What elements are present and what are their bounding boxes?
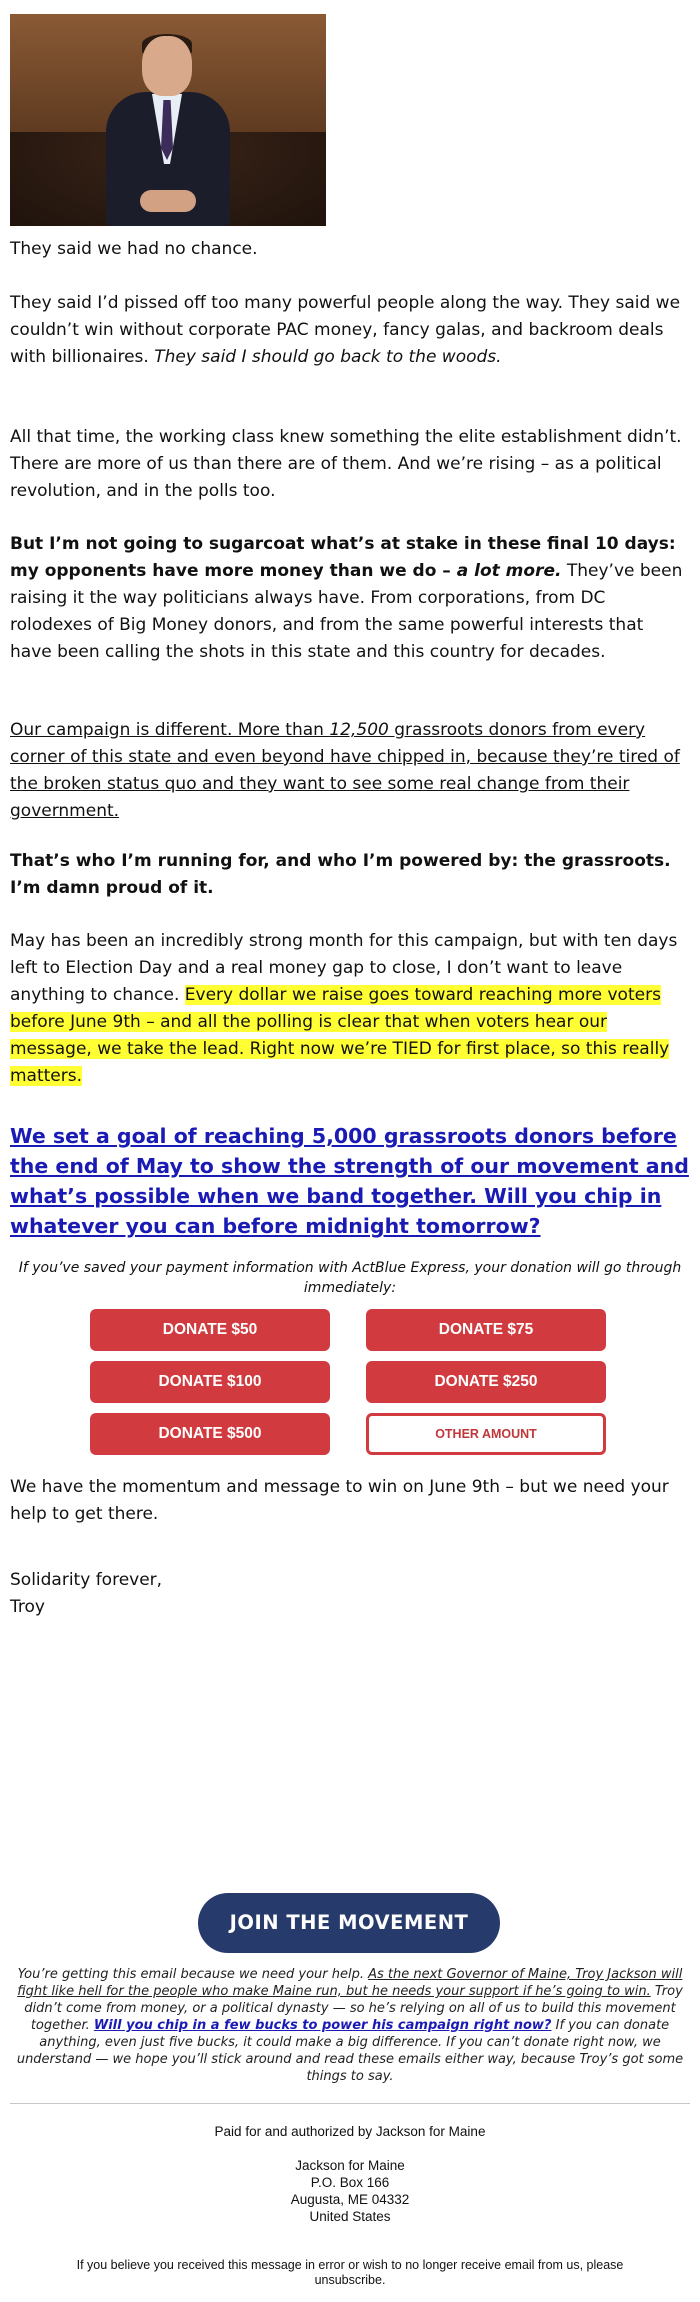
address-line: United States [309,2209,391,2224]
paragraph-doubters: They said I’d pissed off too many powerful people along the way. They said we couldn’t win without corporate PAC money, fancy galas, and backroom deals with billionaires. They said I should go back to the woods. [10,293,681,367]
paragraph-may-momentum: May has been an incredibly strong month for this campaign, but with ten days left to Election Day and a real money gap to close, I don’t want to leave anything to chance. Every dollar we raise goes toward reaching more voters before June 9th – and all the polling is clear that when voters hear our message, we take the lead. Right now we’re TIED for first place, so this really matters. [10,931,678,1086]
chip-in-link[interactable]: Will you chip in a few bucks to power his campaign right now? [93,2018,552,2033]
paragraph-grassroots: That’s who I’m running for, and who I’m powered by: the grassroots. I’m damn proud of it. [10,851,671,898]
actblue-express-note: If you’ve saved your payment information with ActBlue Express, your donation will go through immediately: [18,1260,682,1296]
a-lot-more-emphasis: a lot more. [456,561,562,581]
paragraph-working-class: All that time, the working class knew something the elite establishment didn’t. There are more of us than there are of them. And we’re rising – as a political revolution, and in the polls too. [10,427,682,501]
mailing-address [10,2157,690,2225]
highlighted-polling-text: Every dollar we raise goes toward reaching more voters before June 9th – and all the polling is clear that when voters hear our message, we take the lead. Right now we’re TIED for first place, so this really matters. [10,985,670,1086]
paragraph-win-june: We have the momentum and message to win on June 9th – but we need your help to get there. [10,1477,669,1524]
italic-woods-line: They said I should go back to the woods. [154,347,502,367]
footer-explanation: You’re getting this email because we need your help. As the next Governor of Maine, Troy Jackson will fight like hell for the people who make Maine run, but he needs your support if he’s going to win. Troy didn’t come from money, or a political dynasty — so he’s relying on all of us to build this movement together. Will you chip in a few bucks to power his campaign right now? If you can donate anything, even just five bucks, it could make a big difference. If you can’t donate right now, we understand — we hope you’ll stick around and read these emails either way, because Troy’s got some things to say. [16,1967,684,2084]
donate-500-button[interactable]: DONATE $500 [90,1413,330,1455]
paragraph-money-gap: But I’m not going to sugarcoat what’s at stake in these final 10 days: my opponents have more money than we do – a lot more. They’ve been raising it the way politicians always have. From corporations, from DC rolodexes of Big Money donors, and from the same powerful interests that have been calling the shots in this state and this country for decades. [10,534,683,662]
address-line: Augusta, ME 04332 [290,2192,410,2207]
donate-250-button[interactable]: DONATE $250 [366,1361,606,1403]
paid-for-disclaimer: Paid for and authorized by Jackson for Maine [214,2124,486,2139]
join-the-movement-button[interactable]: JOIN THE MOVEMENT [198,1893,500,1953]
candidate-photo [10,14,326,226]
signature-name: Troy [10,1597,45,1617]
donate-100-button[interactable]: DONATE $100 [90,1361,330,1403]
donate-50-button[interactable]: DONATE $50 [90,1309,330,1351]
opening-line: They said we had no chance. [10,239,258,259]
donation-ask-link[interactable]: We set a goal of reaching 5,000 grassroots donors before the end of May to show the strength of our movement and what’s possible when we band together. Will you chip in whatever you can before midnight tomorrow? [10,1124,689,1238]
address-line: Jackson for Maine [295,2158,405,2173]
address-line: P.O. Box 166 [310,2175,390,2190]
unsubscribe-text[interactable]: If you believe you received this message in error or wish to no longer receive email from us, please unsubscribe. [76,2258,624,2287]
donate-75-button[interactable]: DONATE $75 [366,1309,606,1351]
other-amount-button[interactable]: OTHER AMOUNT [366,1413,606,1455]
donor-count: 12,500 [329,720,389,740]
footer-divider [10,2103,690,2104]
signoff-line: Solidarity forever, [10,1570,163,1590]
paragraph-campaign-different: Our campaign is different. More than 12,500 grassroots donors from every corner of this state and even beyond have chipped in, because they’re tired of the broken status quo and they want to see some real change from their government. [10,720,680,821]
